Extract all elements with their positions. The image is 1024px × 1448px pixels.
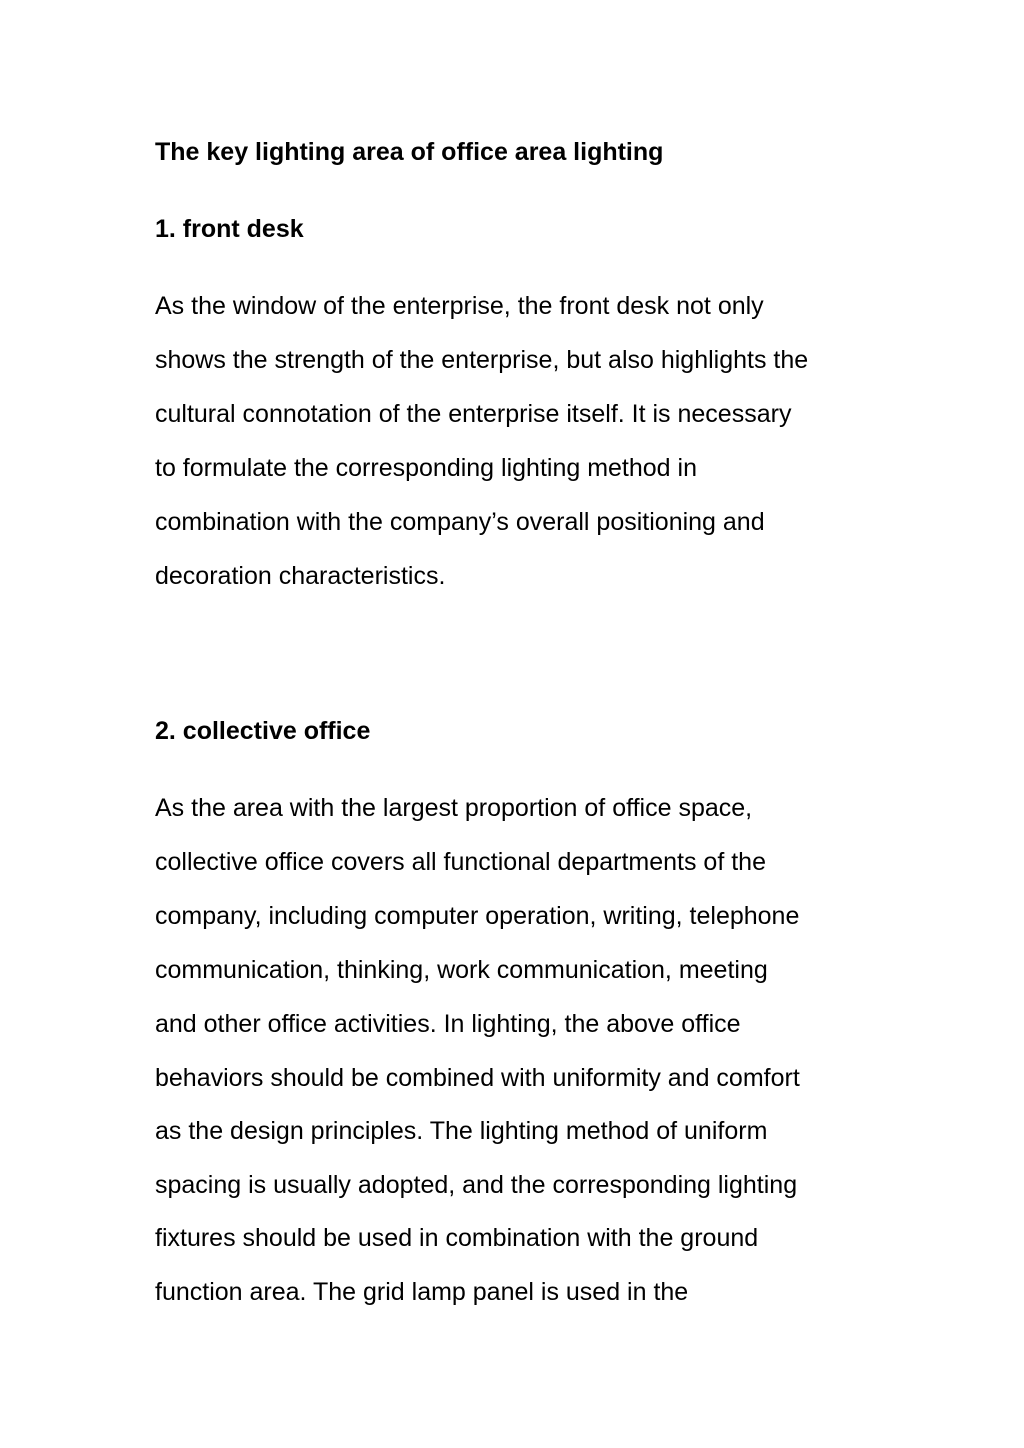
paragraph-line: combination with the company’s overall positioning and bbox=[155, 508, 765, 536]
paragraph-line: As the area with the largest proportion of office space, bbox=[155, 794, 753, 822]
paragraph-line: shows the strength of the enterprise, but also highlights the bbox=[155, 346, 809, 374]
paragraph-line: spacing is usually adopted, and the corresponding lighting bbox=[155, 1171, 798, 1199]
document-title: The key lighting area of office area lighting bbox=[155, 138, 664, 166]
section-heading-collective-office: 2. collective office bbox=[155, 717, 371, 745]
paragraph-line: decoration characteristics. bbox=[155, 562, 446, 590]
paragraph-line: cultural connotation of the enterprise itself. It is necessary bbox=[155, 400, 792, 428]
paragraph-line: and other office activities. In lighting, the above office bbox=[155, 1010, 741, 1038]
paragraph-line: to formulate the corresponding lighting method in bbox=[155, 454, 697, 482]
paragraph-line: fixtures should be used in combination with the ground bbox=[155, 1224, 759, 1252]
section-heading-front-desk: 1. front desk bbox=[155, 215, 304, 243]
paragraph-line: As the window of the enterprise, the front desk not only bbox=[155, 292, 764, 320]
paragraph-line: company, including computer operation, writing, telephone bbox=[155, 902, 800, 930]
paragraph-line: as the design principles. The lighting method of uniform bbox=[155, 1117, 768, 1145]
paragraph-line: collective office covers all functional departments of the bbox=[155, 848, 766, 876]
paragraph-line: communication, thinking, work communication, meeting bbox=[155, 956, 768, 984]
paragraph-line: behaviors should be combined with uniformity and comfort bbox=[155, 1064, 800, 1092]
paragraph-line: function area. The grid lamp panel is used in the bbox=[155, 1278, 689, 1306]
